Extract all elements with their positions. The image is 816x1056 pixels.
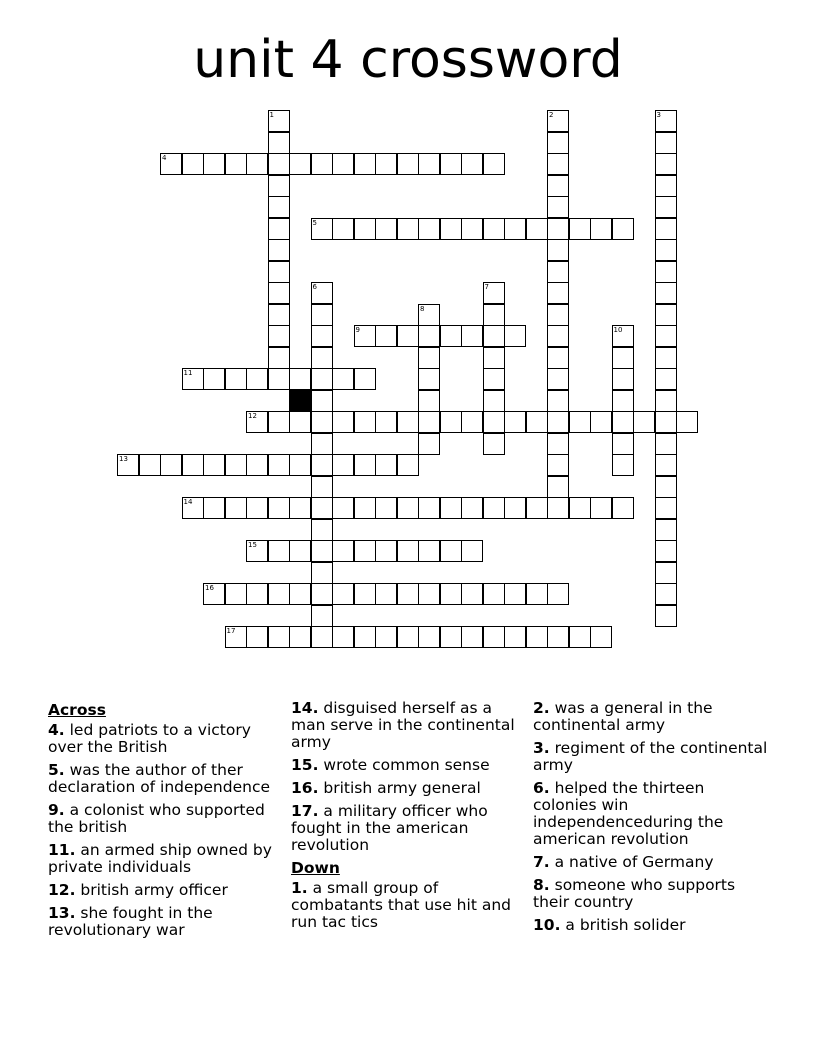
grid-cell[interactable] — [268, 239, 290, 261]
grid-cell[interactable] — [354, 497, 376, 519]
grid-cell[interactable] — [483, 433, 505, 455]
grid-cell[interactable] — [612, 218, 634, 240]
clue-number: 12 — [248, 412, 257, 420]
grid-cell[interactable] — [504, 325, 526, 347]
across-clue-16: 16. british army general — [291, 779, 481, 797]
clues-column-1 — [48, 700, 283, 945]
grid-cell[interactable] — [268, 218, 290, 240]
grid-cell[interactable] — [590, 218, 612, 240]
grid-cell[interactable] — [655, 175, 677, 197]
grid-cell[interactable] — [332, 497, 354, 519]
grid-cell[interactable] — [246, 153, 268, 175]
grid-cell[interactable] — [440, 497, 462, 519]
grid-cell[interactable] — [375, 626, 397, 648]
down-clue-8: 8. someone who supports their country — [533, 876, 736, 911]
grid-cell[interactable] — [547, 282, 569, 304]
grid-cell[interactable] — [590, 497, 612, 519]
grid-cell[interactable] — [311, 218, 333, 240]
down-clue-3: 3. regiment of the continental army — [533, 739, 768, 774]
grid-cell[interactable] — [375, 497, 397, 519]
grid-cell[interactable] — [375, 153, 397, 175]
grid-cell[interactable] — [547, 347, 569, 369]
grid-cell[interactable] — [375, 411, 397, 433]
grid-cell[interactable] — [569, 218, 591, 240]
down-clue-7: 7. a native of Germany — [533, 853, 714, 871]
grid-cell[interactable] — [655, 497, 677, 519]
clue-number: 16 — [205, 584, 214, 592]
grid-cell[interactable] — [311, 519, 333, 541]
grid-cell[interactable] — [332, 368, 354, 390]
grid-cell[interactable] — [526, 218, 548, 240]
grid-cell[interactable] — [311, 325, 333, 347]
grid-cell[interactable] — [139, 454, 161, 476]
across-clue-17: 17. a military officer who fought in the american revolution — [291, 802, 488, 854]
grid-cell[interactable] — [461, 325, 483, 347]
grid-cell[interactable] — [268, 368, 290, 390]
grid-cell[interactable] — [268, 196, 290, 218]
grid-cell[interactable] — [311, 626, 333, 648]
grid-cell[interactable] — [569, 626, 591, 648]
clue-number: 5 — [312, 218, 317, 227]
grid-cell[interactable] — [418, 304, 440, 326]
grid-cell[interactable] — [268, 540, 290, 562]
down-clue-1: 1. a small group of combatants that use hit and run tac tics — [291, 879, 511, 931]
across-clue-13: 13. she fought in the revolutionary war — [48, 904, 213, 939]
grid-cell[interactable] — [246, 497, 268, 519]
down-clue-2: 2. was a general in the continental army — [533, 699, 713, 734]
grid-cell[interactable] — [182, 368, 204, 390]
grid-cell[interactable] — [655, 454, 677, 476]
clue-number: 14 — [183, 498, 193, 506]
grid-cell[interactable] — [547, 454, 569, 476]
grid-cell[interactable] — [332, 153, 354, 175]
grid-cell[interactable] — [311, 368, 333, 390]
grid-cell[interactable] — [655, 605, 677, 627]
grid-cell[interactable] — [547, 497, 569, 519]
grid-cell[interactable] — [289, 368, 311, 390]
down-heading: Down — [291, 859, 340, 877]
across-clue-15: 15. wrote common sense — [291, 756, 490, 774]
grid-cell[interactable] — [612, 347, 634, 369]
grid-cell[interactable] — [590, 626, 612, 648]
grid-cell[interactable] — [655, 347, 677, 369]
grid-cell[interactable] — [289, 583, 311, 605]
grid-cell[interactable] — [332, 454, 354, 476]
grid-cell[interactable] — [203, 368, 225, 390]
grid-cell[interactable] — [612, 497, 634, 519]
grid-cell[interactable] — [547, 175, 569, 197]
grid-cell[interactable] — [246, 411, 268, 433]
grid-cell[interactable] — [483, 347, 505, 369]
grid-cell[interactable] — [311, 540, 333, 562]
grid-cell[interactable] — [590, 411, 612, 433]
grid-cell[interactable] — [655, 132, 677, 154]
grid-cell[interactable] — [655, 218, 677, 240]
grid-cell[interactable] — [268, 347, 290, 369]
grid-cell[interactable] — [504, 497, 526, 519]
down-clue-10: 10. a british solider — [533, 916, 686, 934]
grid-cell[interactable] — [461, 497, 483, 519]
grid-cell[interactable] — [289, 540, 311, 562]
clue-number: 11 — [183, 369, 193, 377]
grid-cell[interactable] — [655, 540, 677, 562]
grid-cell[interactable] — [311, 153, 333, 175]
grid-cell[interactable] — [547, 132, 569, 154]
grid-cell[interactable] — [612, 325, 634, 347]
grid-cell[interactable] — [246, 626, 268, 648]
clue-number: 13 — [119, 455, 128, 463]
grid-cell[interactable] — [354, 454, 376, 476]
grid-cell[interactable] — [483, 282, 505, 304]
grid-cell[interactable] — [418, 325, 440, 347]
grid-cell[interactable] — [268, 304, 290, 326]
grid-cell[interactable] — [418, 218, 440, 240]
grid-cell[interactable] — [504, 583, 526, 605]
grid-cell[interactable] — [418, 390, 440, 412]
grid-cell[interactable] — [483, 497, 505, 519]
grid-cell[interactable] — [182, 153, 204, 175]
grid-cell[interactable] — [225, 497, 247, 519]
grid-cell[interactable] — [655, 153, 677, 175]
grid-cell[interactable] — [547, 368, 569, 390]
grid-cell[interactable] — [547, 476, 569, 498]
grid-cell[interactable] — [655, 261, 677, 283]
grid-cell[interactable] — [483, 304, 505, 326]
grid-cell[interactable] — [547, 304, 569, 326]
grid-cell[interactable] — [332, 626, 354, 648]
grid-cell[interactable] — [655, 304, 677, 326]
grid-cell[interactable] — [547, 196, 569, 218]
grid-cell[interactable] — [397, 454, 419, 476]
grid-cell[interactable] — [547, 390, 569, 412]
down-clue-6: 6. helped the thirteen colonies win independenceduring the american revolution — [533, 779, 724, 848]
grid-cell[interactable] — [268, 454, 290, 476]
grid-cell[interactable] — [311, 390, 333, 412]
grid-cell[interactable] — [311, 454, 333, 476]
grid-cell[interactable] — [483, 218, 505, 240]
grid-cell[interactable] — [483, 368, 505, 390]
grid-cell[interactable] — [547, 433, 569, 455]
grid-cell[interactable] — [225, 153, 247, 175]
grid-cell[interactable] — [203, 497, 225, 519]
grid-cell[interactable] — [504, 218, 526, 240]
grid-cell[interactable] — [397, 626, 419, 648]
grid-cell[interactable] — [311, 347, 333, 369]
grid-cell[interactable] — [547, 411, 569, 433]
grid-cell[interactable] — [547, 261, 569, 283]
grid-cell[interactable] — [612, 411, 634, 433]
grid-cell[interactable] — [461, 411, 483, 433]
grid-cell[interactable] — [504, 626, 526, 648]
clue-number: 9 — [355, 326, 360, 334]
grid-cell[interactable] — [418, 411, 440, 433]
grid-cell[interactable] — [246, 540, 268, 562]
grid-cell[interactable] — [203, 583, 225, 605]
grid-cell[interactable] — [246, 368, 268, 390]
clue-number: 7 — [484, 283, 489, 291]
grid-cell[interactable] — [268, 282, 290, 304]
grid-cell[interactable] — [461, 540, 483, 562]
grid-cell[interactable] — [354, 411, 376, 433]
across-clue-12: 12. british army officer — [48, 881, 228, 899]
across-heading: Across — [48, 701, 106, 719]
grid-cell[interactable] — [655, 562, 677, 584]
grid-cell[interactable] — [354, 626, 376, 648]
grid-cell[interactable] — [461, 626, 483, 648]
grid-cell[interactable] — [547, 110, 569, 132]
grid-cell[interactable] — [655, 519, 677, 541]
grid-cell[interactable] — [418, 347, 440, 369]
grid-cell[interactable] — [483, 583, 505, 605]
grid-cell[interactable] — [547, 626, 569, 648]
grid-cell[interactable] — [526, 497, 548, 519]
black-square — [289, 390, 311, 412]
grid-cell[interactable] — [375, 540, 397, 562]
grid-cell[interactable] — [612, 390, 634, 412]
grid-cell[interactable] — [332, 583, 354, 605]
grid-cell[interactable] — [418, 497, 440, 519]
grid-cell[interactable] — [311, 433, 333, 455]
grid-cell[interactable] — [268, 411, 290, 433]
grid-cell[interactable] — [655, 368, 677, 390]
across-clue-4: 4. led patriots to a victory over the British — [48, 721, 251, 756]
grid-cell[interactable] — [332, 411, 354, 433]
grid-cell[interactable] — [268, 325, 290, 347]
grid-cell[interactable] — [504, 411, 526, 433]
grid-cell[interactable] — [547, 325, 569, 347]
grid-cell[interactable] — [311, 282, 333, 304]
grid-cell[interactable] — [655, 325, 677, 347]
clue-number: 4 — [162, 154, 167, 162]
grid-cell[interactable] — [311, 304, 333, 326]
grid-cell[interactable] — [160, 153, 182, 175]
grid-cell[interactable] — [418, 583, 440, 605]
grid-cell[interactable] — [246, 583, 268, 605]
grid-cell[interactable] — [182, 454, 204, 476]
grid-cell[interactable] — [526, 583, 548, 605]
grid-cell[interactable] — [268, 497, 290, 519]
grid-cell[interactable] — [440, 153, 462, 175]
grid-cell[interactable] — [375, 218, 397, 240]
grid-cell[interactable] — [418, 153, 440, 175]
clues-column-2 — [291, 700, 526, 937]
grid-cell[interactable] — [633, 411, 655, 433]
grid-cell[interactable] — [612, 454, 634, 476]
clue-number: 6 — [312, 283, 317, 291]
grid-cell[interactable] — [182, 497, 204, 519]
grid-cell[interactable] — [547, 239, 569, 261]
grid-cell[interactable] — [418, 540, 440, 562]
grid-cell[interactable] — [655, 411, 677, 433]
grid-cell[interactable] — [655, 476, 677, 498]
across-clue-11: 11. an armed ship owned by private individuals — [48, 841, 272, 876]
grid-cell[interactable] — [203, 454, 225, 476]
clue-number: 2 — [549, 111, 554, 119]
grid-cell[interactable] — [289, 497, 311, 519]
grid-cell[interactable] — [397, 153, 419, 175]
grid-cell[interactable] — [289, 411, 311, 433]
clue-number: 17 — [226, 627, 236, 635]
grid-cell[interactable] — [440, 218, 462, 240]
grid-cell[interactable] — [375, 583, 397, 605]
grid-cell[interactable] — [569, 497, 591, 519]
grid-cell[interactable] — [117, 454, 139, 476]
grid-cell[interactable] — [397, 540, 419, 562]
page-title: unit 4 crossword — [193, 30, 623, 90]
grid-cell[interactable] — [418, 626, 440, 648]
grid-cell[interactable] — [203, 153, 225, 175]
grid-cell[interactable] — [461, 583, 483, 605]
grid-cell[interactable] — [676, 411, 698, 433]
grid-cell[interactable] — [375, 454, 397, 476]
grid-cell[interactable] — [461, 218, 483, 240]
grid-cell[interactable] — [612, 433, 634, 455]
grid-cell[interactable] — [655, 110, 677, 132]
grid-cell[interactable] — [547, 583, 569, 605]
grid-cell[interactable] — [483, 390, 505, 412]
grid-cell[interactable] — [655, 433, 677, 455]
grid-cell[interactable] — [440, 540, 462, 562]
clue-number: 15 — [248, 541, 257, 549]
grid-cell[interactable] — [289, 626, 311, 648]
grid-cell[interactable] — [268, 626, 290, 648]
grid-cell[interactable] — [225, 626, 247, 648]
grid-cell[interactable] — [268, 110, 290, 132]
grid-cell[interactable] — [311, 476, 333, 498]
grid-cell[interactable] — [483, 325, 505, 347]
across-clue-5: 5. was the author of ther declaration of independence — [48, 761, 271, 796]
grid-cell[interactable] — [397, 497, 419, 519]
grid-cell[interactable] — [397, 583, 419, 605]
grid-cell[interactable] — [354, 153, 376, 175]
grid-cell[interactable] — [461, 153, 483, 175]
grid-cell[interactable] — [268, 583, 290, 605]
grid-cell[interactable] — [160, 454, 182, 476]
grid-cell[interactable] — [311, 411, 333, 433]
across-clue-9: 9. a colonist who supported the british — [48, 801, 265, 836]
grid-cell[interactable] — [268, 261, 290, 283]
grid-cell[interactable] — [418, 433, 440, 455]
grid-cell[interactable] — [569, 411, 591, 433]
grid-cell[interactable] — [268, 175, 290, 197]
grid-cell[interactable] — [655, 583, 677, 605]
clue-number: 8 — [420, 304, 425, 313]
grid-cell[interactable] — [268, 132, 290, 154]
grid-cell[interactable] — [354, 368, 376, 390]
grid-cell[interactable] — [397, 325, 419, 347]
grid-cell[interactable] — [311, 583, 333, 605]
grid-cell[interactable] — [655, 282, 677, 304]
grid-cell[interactable] — [655, 196, 677, 218]
grid-cell[interactable] — [418, 368, 440, 390]
grid-cell[interactable] — [375, 325, 397, 347]
grid-cell[interactable] — [332, 218, 354, 240]
grid-cell[interactable] — [440, 325, 462, 347]
grid-cell[interactable] — [289, 153, 311, 175]
grid-cell[interactable] — [547, 218, 569, 240]
grid-cell[interactable] — [397, 411, 419, 433]
grid-cell[interactable] — [354, 325, 376, 347]
grid-cell[interactable] — [311, 605, 333, 627]
grid-cell[interactable] — [612, 368, 634, 390]
grid-cell[interactable] — [483, 626, 505, 648]
grid-cell[interactable] — [440, 583, 462, 605]
grid-cell[interactable] — [311, 562, 333, 584]
grid-cell[interactable] — [440, 626, 462, 648]
grid-cell[interactable] — [246, 454, 268, 476]
grid-cell[interactable] — [354, 218, 376, 240]
grid-cell[interactable] — [354, 540, 376, 562]
clue-number: 3 — [656, 111, 661, 119]
grid-cell[interactable] — [547, 153, 569, 175]
grid-cell[interactable] — [526, 626, 548, 648]
grid-cell[interactable] — [440, 411, 462, 433]
clue-number: 1 — [269, 111, 274, 119]
grid-cell[interactable] — [225, 454, 247, 476]
grid-cell[interactable] — [225, 583, 247, 605]
across-clue-14: 14. disguised herself as a man serve in the continental army — [291, 699, 515, 751]
grid-cell[interactable] — [354, 583, 376, 605]
grid-cell[interactable] — [268, 153, 290, 175]
grid-cell[interactable] — [332, 540, 354, 562]
grid-cell[interactable] — [225, 368, 247, 390]
grid-cell[interactable] — [397, 218, 419, 240]
grid-cell[interactable] — [483, 411, 505, 433]
clues-column-3 — [533, 700, 768, 940]
grid-cell[interactable] — [311, 497, 333, 519]
grid-cell[interactable] — [655, 239, 677, 261]
grid-cell[interactable] — [655, 390, 677, 412]
clue-number: 10 — [613, 326, 623, 334]
grid-cell[interactable] — [483, 153, 505, 175]
grid-cell[interactable] — [289, 454, 311, 476]
grid-cell[interactable] — [526, 411, 548, 433]
